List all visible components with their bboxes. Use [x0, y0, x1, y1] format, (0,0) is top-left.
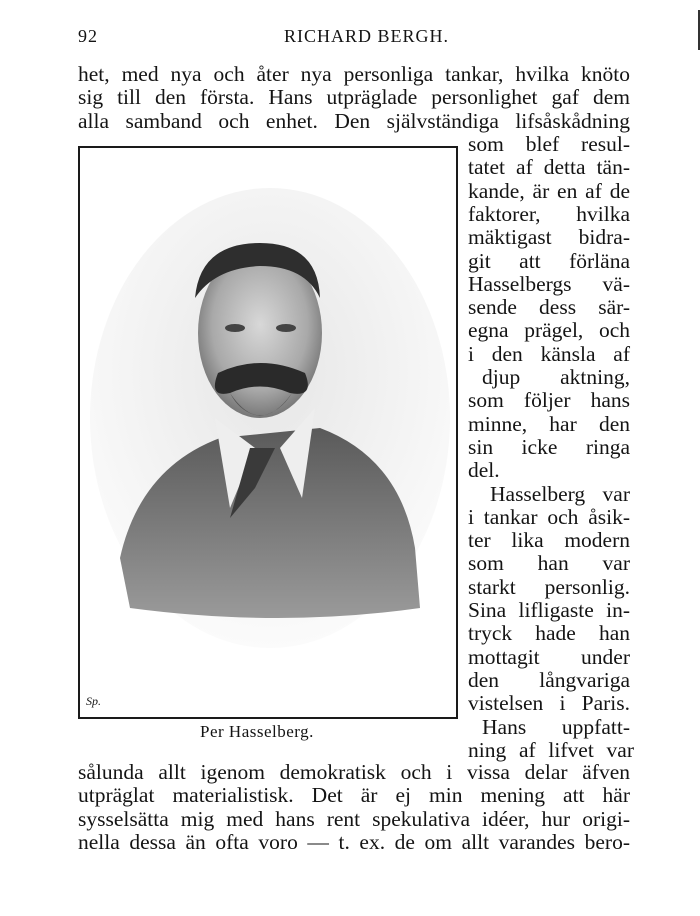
text-line: del.: [468, 458, 500, 483]
text-line: egna prägel, och: [468, 318, 630, 343]
text-line: Sina lifligaste in-: [468, 598, 630, 622]
text-line: ter lika modern: [468, 528, 630, 553]
text-line: ning af lifvet var: [468, 737, 634, 762]
text-line: som följer hans: [468, 388, 630, 413]
text-line: starkt personlig.: [468, 574, 630, 599]
text-line: tatet af detta tän-: [468, 155, 630, 180]
text-line: som blef resul-: [468, 132, 630, 156]
text-line: kande, är en af de: [468, 178, 630, 203]
text-line: nella dessa än ofta voro — t. ex. de om allt varandes bero-: [78, 829, 630, 854]
text-line: git att förläna: [468, 248, 630, 273]
figure-caption: Per Hasselberg.: [200, 722, 314, 741]
photographer-monogram: Sp.: [86, 694, 101, 708]
portrait-image: [80, 148, 456, 717]
text-line: i tankar och åsik-: [468, 504, 630, 529]
text-line: sålunda allt igenom demokratisk och i vissa delar äfven: [78, 760, 630, 784]
text-line: i den känsla af: [468, 341, 630, 366]
text-line: alla samband och enhet. Den självständiga lifsåskådning: [78, 108, 630, 133]
text-line: mäktigast bidra-: [468, 225, 630, 250]
text-line: faktorer, hvilka: [468, 201, 630, 226]
text-line: Hasselbergs vä-: [468, 271, 630, 296]
text-line: sende dess sär-: [468, 295, 630, 320]
text-line: mottagit under: [468, 644, 630, 669]
text-line: djup aktning,: [482, 365, 630, 389]
text-line: Hasselberg var: [490, 481, 630, 506]
running-title: RICHARD BERGH.: [284, 26, 450, 46]
text-line: het, med nya och åter nya personliga tankar, hvilka knöto: [78, 62, 630, 86]
text-line: sysselsätta mig med hans rent spekulativa idéer, hur origi-: [78, 806, 630, 831]
text-line: som han var: [468, 551, 630, 576]
page-number: 92: [78, 26, 98, 46]
text-line: sin icke ringa: [468, 434, 630, 459]
text-line: minne, har den: [468, 411, 630, 436]
text-line: sig till den första. Hans utpräglade personlighet gaf dem: [78, 85, 630, 110]
text-line: Hans uppfatt-: [482, 714, 630, 739]
text-line: vistelsen i Paris.: [468, 691, 630, 716]
text-line: tryck hade han: [468, 621, 630, 646]
text-line: den långvariga: [468, 667, 630, 692]
text-line: utpräglat materialistisk. Det är ej min mening att här: [78, 783, 630, 808]
portrait-photo: [78, 146, 458, 719]
